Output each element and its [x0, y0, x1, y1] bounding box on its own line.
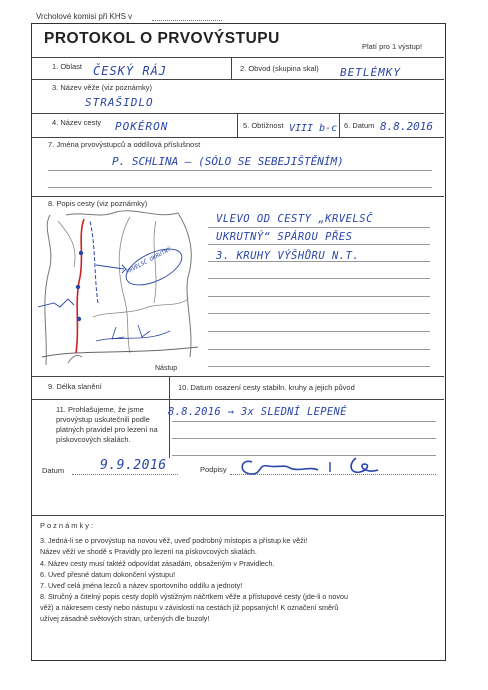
notes-title: Poznámky:	[40, 521, 96, 530]
form-title: PROTOKOL O PRVOVÝSTUPU	[44, 30, 280, 47]
note-6: 8. Stručný a čitelný popis cesty doplň výstižným náčrtkem věže a přístupové cesty (jde-li o novou	[40, 592, 349, 601]
route-line-2: UKRUTNÝ“ SPÁROU PŘES	[216, 231, 353, 243]
valid-note: Platí pro 1 výstup!	[362, 42, 423, 51]
f8-label: 8. Popis cesty (viz poznámky)	[48, 199, 148, 208]
note-7: věž) a nákresem cesty nebo nástupu v závislosti na cestách již popsaných! K označení směrů	[40, 603, 339, 612]
note-3: 4. Název cesty musí taktéž odpovídat zásadám, obsaženým v Pravidlech.	[40, 559, 275, 568]
f1-label: 1. Oblast	[52, 62, 83, 71]
commission-label: Vrcholové komisi při KHS v	[36, 12, 133, 21]
f2-value: BETLÉMKY	[340, 66, 401, 79]
note-1: 3. Jedná-li se o prvovýstup na novou věž, uveď podrobný místopis a přístup ke věži!	[40, 536, 308, 545]
f3-value: STRAŠIDLO	[85, 96, 154, 109]
route-sketch	[38, 207, 203, 373]
f3-label: 3. Název věže (viz poznámky)	[52, 83, 153, 92]
signature-label: Podpisy	[200, 465, 227, 474]
route-line-1: VLEVO OD CESTY „KRVELSČ	[216, 213, 373, 225]
f4-label: 4. Název cesty	[52, 118, 102, 127]
f1-value: ČESKÝ RÁJ	[93, 64, 168, 78]
f11-declaration: 11. Prohlašujeme, že jsme prvovýstup uskutečnili podle platných pravidel pro lezení na pískovcových skalách.	[56, 405, 158, 444]
note-2: Název věží ve shodě s Pravidly pro lezení na pískovcových skalách.	[40, 547, 257, 556]
f6-value: 8.8.2016	[380, 120, 433, 133]
f2-label: 2. Obvod (skupina skal)	[240, 64, 319, 73]
date-value: 9.9.2016	[100, 458, 167, 473]
note-4: 6. Uveď přesné datum dokončení výstupu!	[40, 570, 176, 579]
route-line-3: 3. KRUHY VÝŠHŮRU N.T.	[216, 250, 360, 262]
f10-label: 10. Datum osazení cesty stabiln. kruhy a jejich původ	[178, 383, 355, 392]
f4-value: POKÉRON	[115, 120, 169, 133]
f7-label: 7. Jména prvovýstupců a oddílová příslušnost	[48, 140, 201, 149]
note-8: užívej zásadně světových stran, určených dle buzoly!	[40, 614, 210, 623]
commission-line	[152, 20, 222, 21]
signature	[238, 452, 388, 480]
f5-label: 5. Obtížnost	[243, 121, 284, 130]
f6-label: 6. Datum	[344, 121, 375, 130]
f7-value: P. SCHLINA – (SÓLO SE SEBEJIŠTĚNÍM)	[112, 155, 344, 168]
f5-value: VIII b-c	[289, 123, 338, 134]
f9-label: 9. Délka slanění	[48, 382, 102, 391]
note-5: 7. Uveď celá jména lezců a název sportovního oddílu a jednoty!	[40, 581, 243, 590]
start-label: Nástup	[155, 365, 178, 372]
sketch-route-label: KRVELSČ UKRUTNÝ	[125, 246, 173, 276]
date-label: Datum	[42, 466, 65, 475]
f10-value: 8.8.2016 → 3x SLEDNÍ LEPENÉ	[168, 406, 347, 418]
